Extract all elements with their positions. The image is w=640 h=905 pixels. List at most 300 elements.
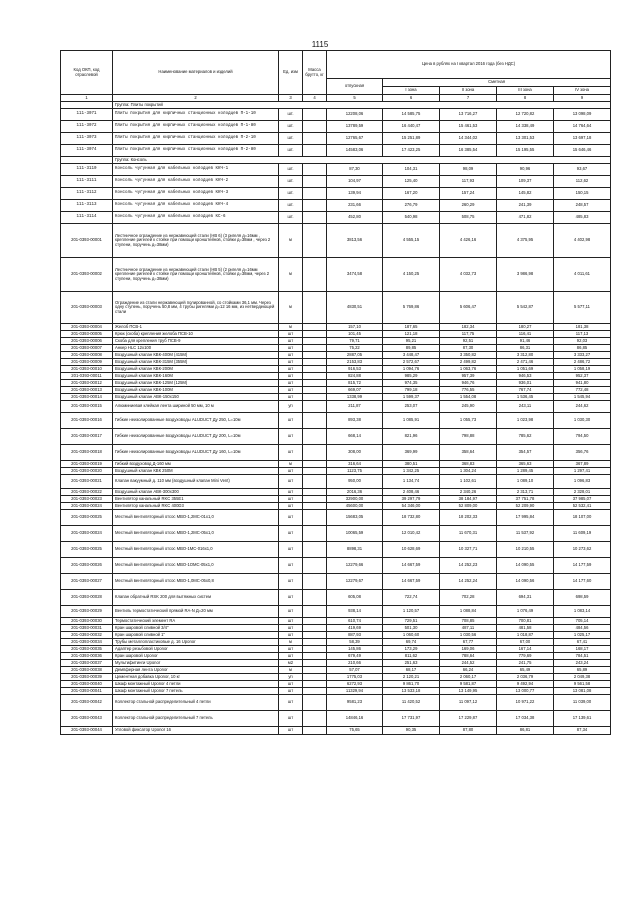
zone-3-price-cell: 10 210,55 bbox=[497, 542, 554, 558]
zone-3-price-cell: 481,58 bbox=[497, 625, 554, 632]
zone-2-price-cell: 4 032,73 bbox=[440, 258, 497, 292]
zone-1-price-cell: 380,51 bbox=[383, 461, 440, 468]
release-price-cell: 45600,00 bbox=[327, 503, 383, 510]
zone-4-price-cell: 65,89 bbox=[554, 667, 611, 674]
release-price-cell: 824,88 bbox=[327, 373, 383, 380]
table-row bbox=[61, 345, 611, 352]
unit-cell: шт bbox=[279, 338, 303, 345]
zone-3-price-cell: 2 313,71 bbox=[497, 489, 554, 496]
zone-1-price-cell: 90,35 bbox=[383, 727, 440, 735]
name-cell: Скоба для крепления труб ПСВ-9 bbox=[113, 338, 279, 345]
name-cell: Консоль чугунная для кабельных колодцев ККЧ-3 bbox=[113, 188, 279, 200]
code-cell: 201-0393-00026 bbox=[61, 558, 113, 574]
table-row bbox=[61, 338, 611, 345]
zone-4-price-cell: 243,24 bbox=[554, 660, 611, 667]
table-row bbox=[61, 468, 611, 475]
code-cell: 111-3073 bbox=[61, 133, 113, 145]
table-row bbox=[61, 510, 611, 526]
name-cell: Воздушный клапан КВК-100М bbox=[113, 387, 279, 394]
zone-2-price-cell: 4 426,16 bbox=[440, 224, 497, 258]
zone-4-price-cell: 794,50 bbox=[554, 429, 611, 445]
zone-1-price-cell: 811,62 bbox=[383, 653, 440, 660]
zone-4-price-cell: 11 609,19 bbox=[554, 526, 611, 542]
zone-2-price-cell: 5 606,47 bbox=[440, 292, 497, 324]
unit-cell: шт. bbox=[279, 200, 303, 212]
table-row bbox=[61, 632, 611, 639]
unit-cell: м bbox=[279, 324, 303, 331]
release-price-cell: 9581,23 bbox=[327, 695, 383, 711]
table-row bbox=[61, 145, 611, 157]
zone-1-price-cell: 68,17 bbox=[383, 667, 440, 674]
code-cell: 201-0393-00002 bbox=[61, 258, 113, 292]
code-cell: 201-0393-00007 bbox=[61, 345, 113, 352]
zone-4-price-cell: 705,14 bbox=[554, 618, 611, 625]
mass-cell bbox=[303, 526, 327, 542]
mass-cell bbox=[303, 646, 327, 653]
name-cell: Анкер HLC 12х100 bbox=[113, 345, 279, 352]
zone-4-price-cell: 37 985,07 bbox=[554, 496, 611, 503]
unit-cell: шт bbox=[279, 429, 303, 445]
mass-cell bbox=[303, 366, 327, 373]
release-price-cell: 211,87 bbox=[327, 401, 383, 413]
table-row bbox=[61, 727, 611, 735]
table-row bbox=[61, 164, 611, 176]
mass-cell bbox=[303, 200, 327, 212]
name-cell: Воздушный клапан КВК 250М bbox=[113, 468, 279, 475]
name-cell: Вентилятор канальный RKC 355Е1 bbox=[113, 496, 279, 503]
zone-3-price-cell: 241,75 bbox=[497, 660, 554, 667]
table-row bbox=[61, 695, 611, 711]
unit-cell: уп bbox=[279, 674, 303, 681]
release-price-cell: 610,74 bbox=[327, 618, 383, 625]
table-row bbox=[61, 625, 611, 632]
zone-4-price-cell: 1 545,94 bbox=[554, 394, 611, 401]
code-cell: 201-0393-00036 bbox=[61, 653, 113, 660]
name-cell: Плиты покрытия для кирпичных станционных колодцев П-2-80 bbox=[113, 145, 279, 157]
zone-1-price-cell: 1 094,76 bbox=[383, 366, 440, 373]
mass-cell bbox=[303, 625, 327, 632]
code-cell: 201-0393-00013 bbox=[61, 387, 113, 394]
name-cell: Местный вентиляторный отсос МВО-1,0МС-05х0,8 bbox=[113, 574, 279, 590]
code-cell: 201-0393-00023 bbox=[61, 496, 113, 503]
zone-4-price-cell: 15 646,46 bbox=[554, 145, 611, 157]
mass-cell bbox=[303, 660, 327, 667]
zone-1-price-cell: 251,63 bbox=[383, 660, 440, 667]
code-cell bbox=[61, 157, 113, 164]
zone-4-price-cell: 1 096,83 bbox=[554, 475, 611, 489]
column-number: 3 bbox=[279, 95, 303, 102]
zone-2-price-cell: 508,75 bbox=[440, 212, 497, 224]
release-price-cell: 1775,03 bbox=[327, 674, 383, 681]
table-row bbox=[61, 121, 611, 133]
code-cell: 201-0393-00010 bbox=[61, 366, 113, 373]
code-cell: 201-0393-00014 bbox=[61, 394, 113, 401]
mass-cell bbox=[303, 674, 327, 681]
code-cell: 111-3111 bbox=[61, 176, 113, 188]
unit-cell: м bbox=[279, 461, 303, 468]
header-zone-1: I зона bbox=[383, 87, 440, 95]
zone-3-price-cell: 17 034,38 bbox=[497, 711, 554, 727]
table-row bbox=[61, 176, 611, 188]
unit-cell: шт bbox=[279, 489, 303, 496]
table-row bbox=[61, 445, 611, 461]
mass-cell bbox=[303, 711, 327, 727]
table-row bbox=[61, 674, 611, 681]
code-cell: 111-3114 bbox=[61, 212, 113, 224]
zone-1-price-cell: 4 555,15 bbox=[383, 224, 440, 258]
zone-3-price-cell: 14 338,49 bbox=[497, 121, 554, 133]
table-row bbox=[61, 574, 611, 590]
code-cell: 201-0393-00001 bbox=[61, 224, 113, 258]
zone-4-price-cell: 784,51 bbox=[554, 653, 611, 660]
zone-4-price-cell: 13 697,18 bbox=[554, 133, 611, 145]
zone-3-price-cell: 14 090,55 bbox=[497, 558, 554, 574]
mass-cell bbox=[303, 176, 327, 188]
zone-2-price-cell: 2 499,82 bbox=[440, 359, 497, 366]
unit-cell: шт bbox=[279, 352, 303, 359]
zone-2-price-cell: 92,51 bbox=[440, 338, 497, 345]
zone-4-price-cell: 2 486,72 bbox=[554, 359, 611, 366]
mass-cell bbox=[303, 695, 327, 711]
zone-3-price-cell: 91,46 bbox=[497, 338, 554, 345]
header-zone-4: IV зона bbox=[554, 87, 611, 95]
zone-4-price-cell: 3 333,27 bbox=[554, 352, 611, 359]
zone-4-price-cell: 13 098,09 bbox=[554, 109, 611, 121]
zone-2-price-cell: 14 252,24 bbox=[440, 574, 497, 590]
release-price-cell: 14583,06 bbox=[327, 145, 383, 157]
unit-cell: шт bbox=[279, 653, 303, 660]
table-row bbox=[61, 394, 611, 401]
release-price-cell: 6272,93 bbox=[327, 681, 383, 688]
release-price-cell: 210,66 bbox=[327, 660, 383, 667]
release-price-cell: 75,65 bbox=[327, 727, 383, 735]
mass-cell bbox=[303, 394, 327, 401]
name-cell: Гибкие неизолированные воздуховоды ALUDUCT Ду 160, L=10м bbox=[113, 445, 279, 461]
zone-3-price-cell: 365,63 bbox=[497, 461, 554, 468]
zone-2-price-cell: 2 060,17 bbox=[440, 674, 497, 681]
mass-cell bbox=[303, 667, 327, 674]
zone-2-price-cell: 14 252,23 bbox=[440, 558, 497, 574]
unit-cell: шт bbox=[279, 394, 303, 401]
header-mass: Масса брутто, кг bbox=[303, 51, 327, 95]
zone-1-price-cell: 1 085,91 bbox=[383, 413, 440, 429]
zone-1-price-cell: 5 769,86 bbox=[383, 292, 440, 324]
unit-cell: шт. bbox=[279, 188, 303, 200]
table-row bbox=[61, 258, 611, 292]
zone-2-price-cell: 117,75 bbox=[440, 331, 497, 338]
zone-2-price-cell: 1 055,73 bbox=[440, 413, 497, 429]
code-cell: 201-0393-00008 bbox=[61, 352, 113, 359]
release-price-cell: 316,64 bbox=[327, 461, 383, 468]
zone-1-price-cell: 1 120,57 bbox=[383, 606, 440, 618]
zone-3-price-cell: 3 986,98 bbox=[497, 258, 554, 292]
code-cell: 111-3112 bbox=[61, 188, 113, 200]
unit-cell: шт bbox=[279, 625, 303, 632]
zone-4-price-cell: 1 030,30 bbox=[554, 413, 611, 429]
zone-4-price-cell: 117,13 bbox=[554, 331, 611, 338]
release-price-cell: 605,08 bbox=[327, 590, 383, 606]
zone-3-price-cell: 1 089,10 bbox=[497, 475, 554, 489]
unit-cell: шт bbox=[279, 445, 303, 461]
zone-3-price-cell: 52 209,90 bbox=[497, 503, 554, 510]
zone-2-price-cell: 17 229,87 bbox=[440, 711, 497, 727]
mass-cell bbox=[303, 164, 327, 176]
name-cell: Местный вентиляторный отсос МВО-1,2МС-01х1,0 bbox=[113, 510, 279, 526]
mass-cell bbox=[303, 681, 327, 688]
zone-4-price-cell: 14 177,59 bbox=[554, 558, 611, 574]
release-price-cell: 938,14 bbox=[327, 606, 383, 618]
zone-3-price-cell: 67,00 bbox=[497, 639, 554, 646]
mass-cell bbox=[303, 606, 327, 618]
mass-cell bbox=[303, 468, 327, 475]
zone-2-price-cell: 3 350,82 bbox=[440, 352, 497, 359]
zone-3-price-cell: 1 023,98 bbox=[497, 413, 554, 429]
zone-3-price-cell: 9 492,94 bbox=[497, 681, 554, 688]
zone-3-price-cell: 145,82 bbox=[497, 188, 554, 200]
table-row bbox=[61, 646, 611, 653]
name-cell: Консоль чугунная для кабельных колодцев ККЧ-4 bbox=[113, 200, 279, 212]
zone-1-price-cell: 39 297,79 bbox=[383, 496, 440, 503]
code-cell: 201-0393-00040 bbox=[61, 681, 113, 688]
release-price-cell: 12279,67 bbox=[327, 574, 383, 590]
release-price-cell: 87,30 bbox=[327, 164, 383, 176]
mass-cell bbox=[303, 387, 327, 394]
zone-3-price-cell: 13 000,77 bbox=[497, 688, 554, 695]
unit-cell: шт bbox=[279, 574, 303, 590]
release-price-cell: 950,00 bbox=[327, 475, 383, 489]
zone-4-price-cell: 112,62 bbox=[554, 176, 611, 188]
zone-2-price-cell: 11 670,31 bbox=[440, 526, 497, 542]
unit-cell: шт bbox=[279, 558, 303, 574]
mass-cell bbox=[303, 653, 327, 660]
release-price-cell: 231,66 bbox=[327, 200, 383, 212]
name-cell: Воздушный клапан АВК-300х300 bbox=[113, 489, 279, 496]
zone-1-price-cell: 540,98 bbox=[383, 212, 440, 224]
name-cell: Вентилятор канальный RKC 400D3 bbox=[113, 503, 279, 510]
code-cell: 201-0393-00021 bbox=[61, 475, 113, 489]
table-row bbox=[61, 331, 611, 338]
group-title: Группа: Плиты покрытий bbox=[113, 102, 611, 109]
release-price-cell: 916,53 bbox=[327, 366, 383, 373]
name-cell: Воздушный клапан КВК-315М (355М) bbox=[113, 359, 279, 366]
zone-3-price-cell: 86,81 bbox=[497, 727, 554, 735]
name-cell: Консоль чугунная для кабельных колодцев ККЧ-2 bbox=[113, 176, 279, 188]
release-price-cell: 1338,99 bbox=[327, 394, 383, 401]
unit-cell: шт bbox=[279, 331, 303, 338]
table-row bbox=[61, 387, 611, 394]
release-price-cell: 104,97 bbox=[327, 176, 383, 188]
zone-1-price-cell: 89,85 bbox=[383, 345, 440, 352]
zone-1-price-cell: 14 585,75 bbox=[383, 109, 440, 121]
mass-cell bbox=[303, 145, 327, 157]
zone-2-price-cell: 14 344,02 bbox=[440, 133, 497, 145]
zone-3-price-cell: 109,37 bbox=[497, 176, 554, 188]
mass-cell bbox=[303, 338, 327, 345]
header-zone-3: III зона bbox=[497, 87, 554, 95]
zone-1-price-cell: 369,99 bbox=[383, 445, 440, 461]
zone-3-price-cell: 90,96 bbox=[497, 164, 554, 176]
price-table bbox=[60, 50, 611, 735]
zone-3-price-cell: 11 537,92 bbox=[497, 526, 554, 542]
zone-4-price-cell: 2 049,38 bbox=[554, 674, 611, 681]
zone-4-price-cell: 5 577,11 bbox=[554, 292, 611, 324]
unit-cell: шт bbox=[279, 727, 303, 735]
zone-1-price-cell: 501,30 bbox=[383, 625, 440, 632]
code-cell: 201-0393-00038 bbox=[61, 667, 113, 674]
unit-cell: шт bbox=[279, 345, 303, 352]
release-price-cell: 10065,59 bbox=[327, 526, 383, 542]
table-row bbox=[61, 359, 611, 366]
mass-cell bbox=[303, 258, 327, 292]
unit-cell: м bbox=[279, 224, 303, 258]
zone-3-price-cell: 936,01 bbox=[497, 380, 554, 387]
code-cell: 201-0393-00009 bbox=[61, 359, 113, 366]
unit-cell: уп bbox=[279, 401, 303, 413]
zone-1-price-cell: 173,29 bbox=[383, 646, 440, 653]
zone-2-price-cell: 1 063,76 bbox=[440, 366, 497, 373]
zone-2-price-cell: 169,06 bbox=[440, 646, 497, 653]
zone-1-price-cell: 1 134,74 bbox=[383, 475, 440, 489]
name-cell: Шкаф монтажный Uponor 7 петель bbox=[113, 688, 279, 695]
mass-cell bbox=[303, 618, 327, 625]
group-title: Группа: Консоль bbox=[113, 157, 611, 164]
zone-4-price-cell: 356,76 bbox=[554, 445, 611, 461]
column-number: 7 bbox=[440, 95, 497, 102]
code-cell: 201-0393-00041 bbox=[61, 688, 113, 695]
unit-cell: шт bbox=[279, 510, 303, 526]
unit-cell: шт bbox=[279, 468, 303, 475]
zone-1-price-cell: 187,65 bbox=[383, 324, 440, 331]
zone-3-price-cell: 700,81 bbox=[497, 618, 554, 625]
mass-cell bbox=[303, 359, 327, 366]
zone-2-price-cell: 67,77 bbox=[440, 639, 497, 646]
release-price-cell: 57,07 bbox=[327, 667, 383, 674]
unit-cell: шт bbox=[279, 542, 303, 558]
zone-1-price-cell: 69,74 bbox=[383, 639, 440, 646]
column-number: 6 bbox=[383, 95, 440, 102]
release-price-cell: 887,93 bbox=[327, 632, 383, 639]
code-cell: 201-0393-00039 bbox=[61, 674, 113, 681]
unit-cell: шт bbox=[279, 380, 303, 387]
unit-cell: шт. bbox=[279, 176, 303, 188]
unit-cell: шт bbox=[279, 496, 303, 503]
zone-4-price-cell: 698,59 bbox=[554, 590, 611, 606]
zone-2-price-cell: 13 716,27 bbox=[440, 109, 497, 121]
unit-cell: шт bbox=[279, 359, 303, 366]
zone-3-price-cell: 116,41 bbox=[497, 331, 554, 338]
zone-3-price-cell: 14 090,56 bbox=[497, 574, 554, 590]
table-body bbox=[61, 102, 611, 735]
code-cell: 201-0393-00017 bbox=[61, 429, 113, 445]
unit-cell: шт bbox=[279, 526, 303, 542]
unit-cell: м bbox=[279, 639, 303, 646]
zone-3-price-cell: 2 471,46 bbox=[497, 359, 554, 366]
zone-1-price-cell: 2 120,21 bbox=[383, 674, 440, 681]
unit-cell: шт bbox=[279, 681, 303, 688]
release-price-cell: 13789,59 bbox=[327, 121, 383, 133]
name-cell: Термостатический элемент RA bbox=[113, 618, 279, 625]
name-cell: Гибкий воздуховод Д-160 мм bbox=[113, 461, 279, 468]
zone-1-price-cell: 125,40 bbox=[383, 176, 440, 188]
zone-2-price-cell: 957,39 bbox=[440, 373, 497, 380]
name-cell: Демпферная лента Uponor bbox=[113, 667, 279, 674]
zone-1-price-cell: 1 060,60 bbox=[383, 632, 440, 639]
release-price-cell: 15683,05 bbox=[327, 510, 383, 526]
zone-1-price-cell: 11 420,52 bbox=[383, 695, 440, 711]
header-unit: Ед. изм bbox=[279, 51, 303, 95]
code-cell: 111-3113 bbox=[61, 200, 113, 212]
zone-2-price-cell: 52 809,00 bbox=[440, 503, 497, 510]
table-row bbox=[61, 380, 611, 387]
code-cell: 201-0393-00005 bbox=[61, 331, 113, 338]
code-cell: 201-0393-00037 bbox=[61, 660, 113, 667]
mass-cell bbox=[303, 413, 327, 429]
zone-2-price-cell: 798,88 bbox=[440, 429, 497, 445]
zone-1-price-cell: 722,74 bbox=[383, 590, 440, 606]
zone-3-price-cell: 12 720,82 bbox=[497, 109, 554, 121]
unit-cell: м bbox=[279, 292, 303, 324]
zone-2-price-cell: 2 340,26 bbox=[440, 489, 497, 496]
zone-4-price-cell: 367,89 bbox=[554, 461, 611, 468]
zone-4-price-cell: 67,41 bbox=[554, 639, 611, 646]
table-row bbox=[61, 639, 611, 646]
header-name: Наименование материалов и изделий bbox=[113, 51, 279, 95]
table-row bbox=[61, 590, 611, 606]
column-number: 4 bbox=[303, 95, 327, 102]
zone-4-price-cell: 14 764,64 bbox=[554, 121, 611, 133]
release-price-cell: 3474,58 bbox=[327, 258, 383, 292]
table-row bbox=[61, 503, 611, 510]
zone-2-price-cell: 15 461,53 bbox=[440, 121, 497, 133]
zone-4-price-cell: 92,03 bbox=[554, 338, 611, 345]
table-row bbox=[61, 461, 611, 468]
mass-cell bbox=[303, 639, 327, 646]
release-price-cell: 4830,51 bbox=[327, 292, 383, 324]
zone-2-price-cell: 117,93 bbox=[440, 176, 497, 188]
zone-3-price-cell: 767,74 bbox=[497, 387, 554, 394]
table-row bbox=[61, 653, 611, 660]
mass-cell bbox=[303, 503, 327, 510]
zone-3-price-cell: 471,82 bbox=[497, 212, 554, 224]
zone-2-price-cell: 1 030,56 bbox=[440, 632, 497, 639]
zone-4-price-cell: 952,37 bbox=[554, 373, 611, 380]
mass-cell bbox=[303, 352, 327, 359]
table-row bbox=[61, 496, 611, 503]
zone-1-price-cell: 9 861,70 bbox=[383, 681, 440, 688]
zone-3-price-cell: 86,31 bbox=[497, 345, 554, 352]
zone-4-price-cell: 2 328,01 bbox=[554, 489, 611, 496]
mass-cell bbox=[303, 121, 327, 133]
release-price-cell: 139,94 bbox=[327, 188, 383, 200]
mass-cell bbox=[303, 109, 327, 121]
code-cell: 201-0393-00032 bbox=[61, 632, 113, 639]
release-price-cell: 452,80 bbox=[327, 212, 383, 224]
mass-cell bbox=[303, 224, 327, 258]
zone-2-price-cell: 18 202,33 bbox=[440, 510, 497, 526]
unit-cell: м bbox=[279, 258, 303, 292]
table-row bbox=[61, 618, 611, 625]
zone-3-price-cell: 10 971,22 bbox=[497, 695, 554, 711]
name-cell: Цементная добавка Uponor, 10 кг bbox=[113, 674, 279, 681]
zone-2-price-cell: 1 102,61 bbox=[440, 475, 497, 489]
zone-1-price-cell: 276,79 bbox=[383, 200, 440, 212]
unit-cell: шт. bbox=[279, 145, 303, 157]
release-price-cell: 12208,06 bbox=[327, 109, 383, 121]
name-cell: Местный вентиляторный отсос МВО-1МС-016х1,0 bbox=[113, 542, 279, 558]
name-cell: Крюк (скоба) крепления желоба ПСВ-10 bbox=[113, 331, 279, 338]
name-cell: Консоль чугунная для кабельных колодцев ККЧ-1 bbox=[113, 164, 279, 176]
zone-1-price-cell: 1 342,25 bbox=[383, 468, 440, 475]
